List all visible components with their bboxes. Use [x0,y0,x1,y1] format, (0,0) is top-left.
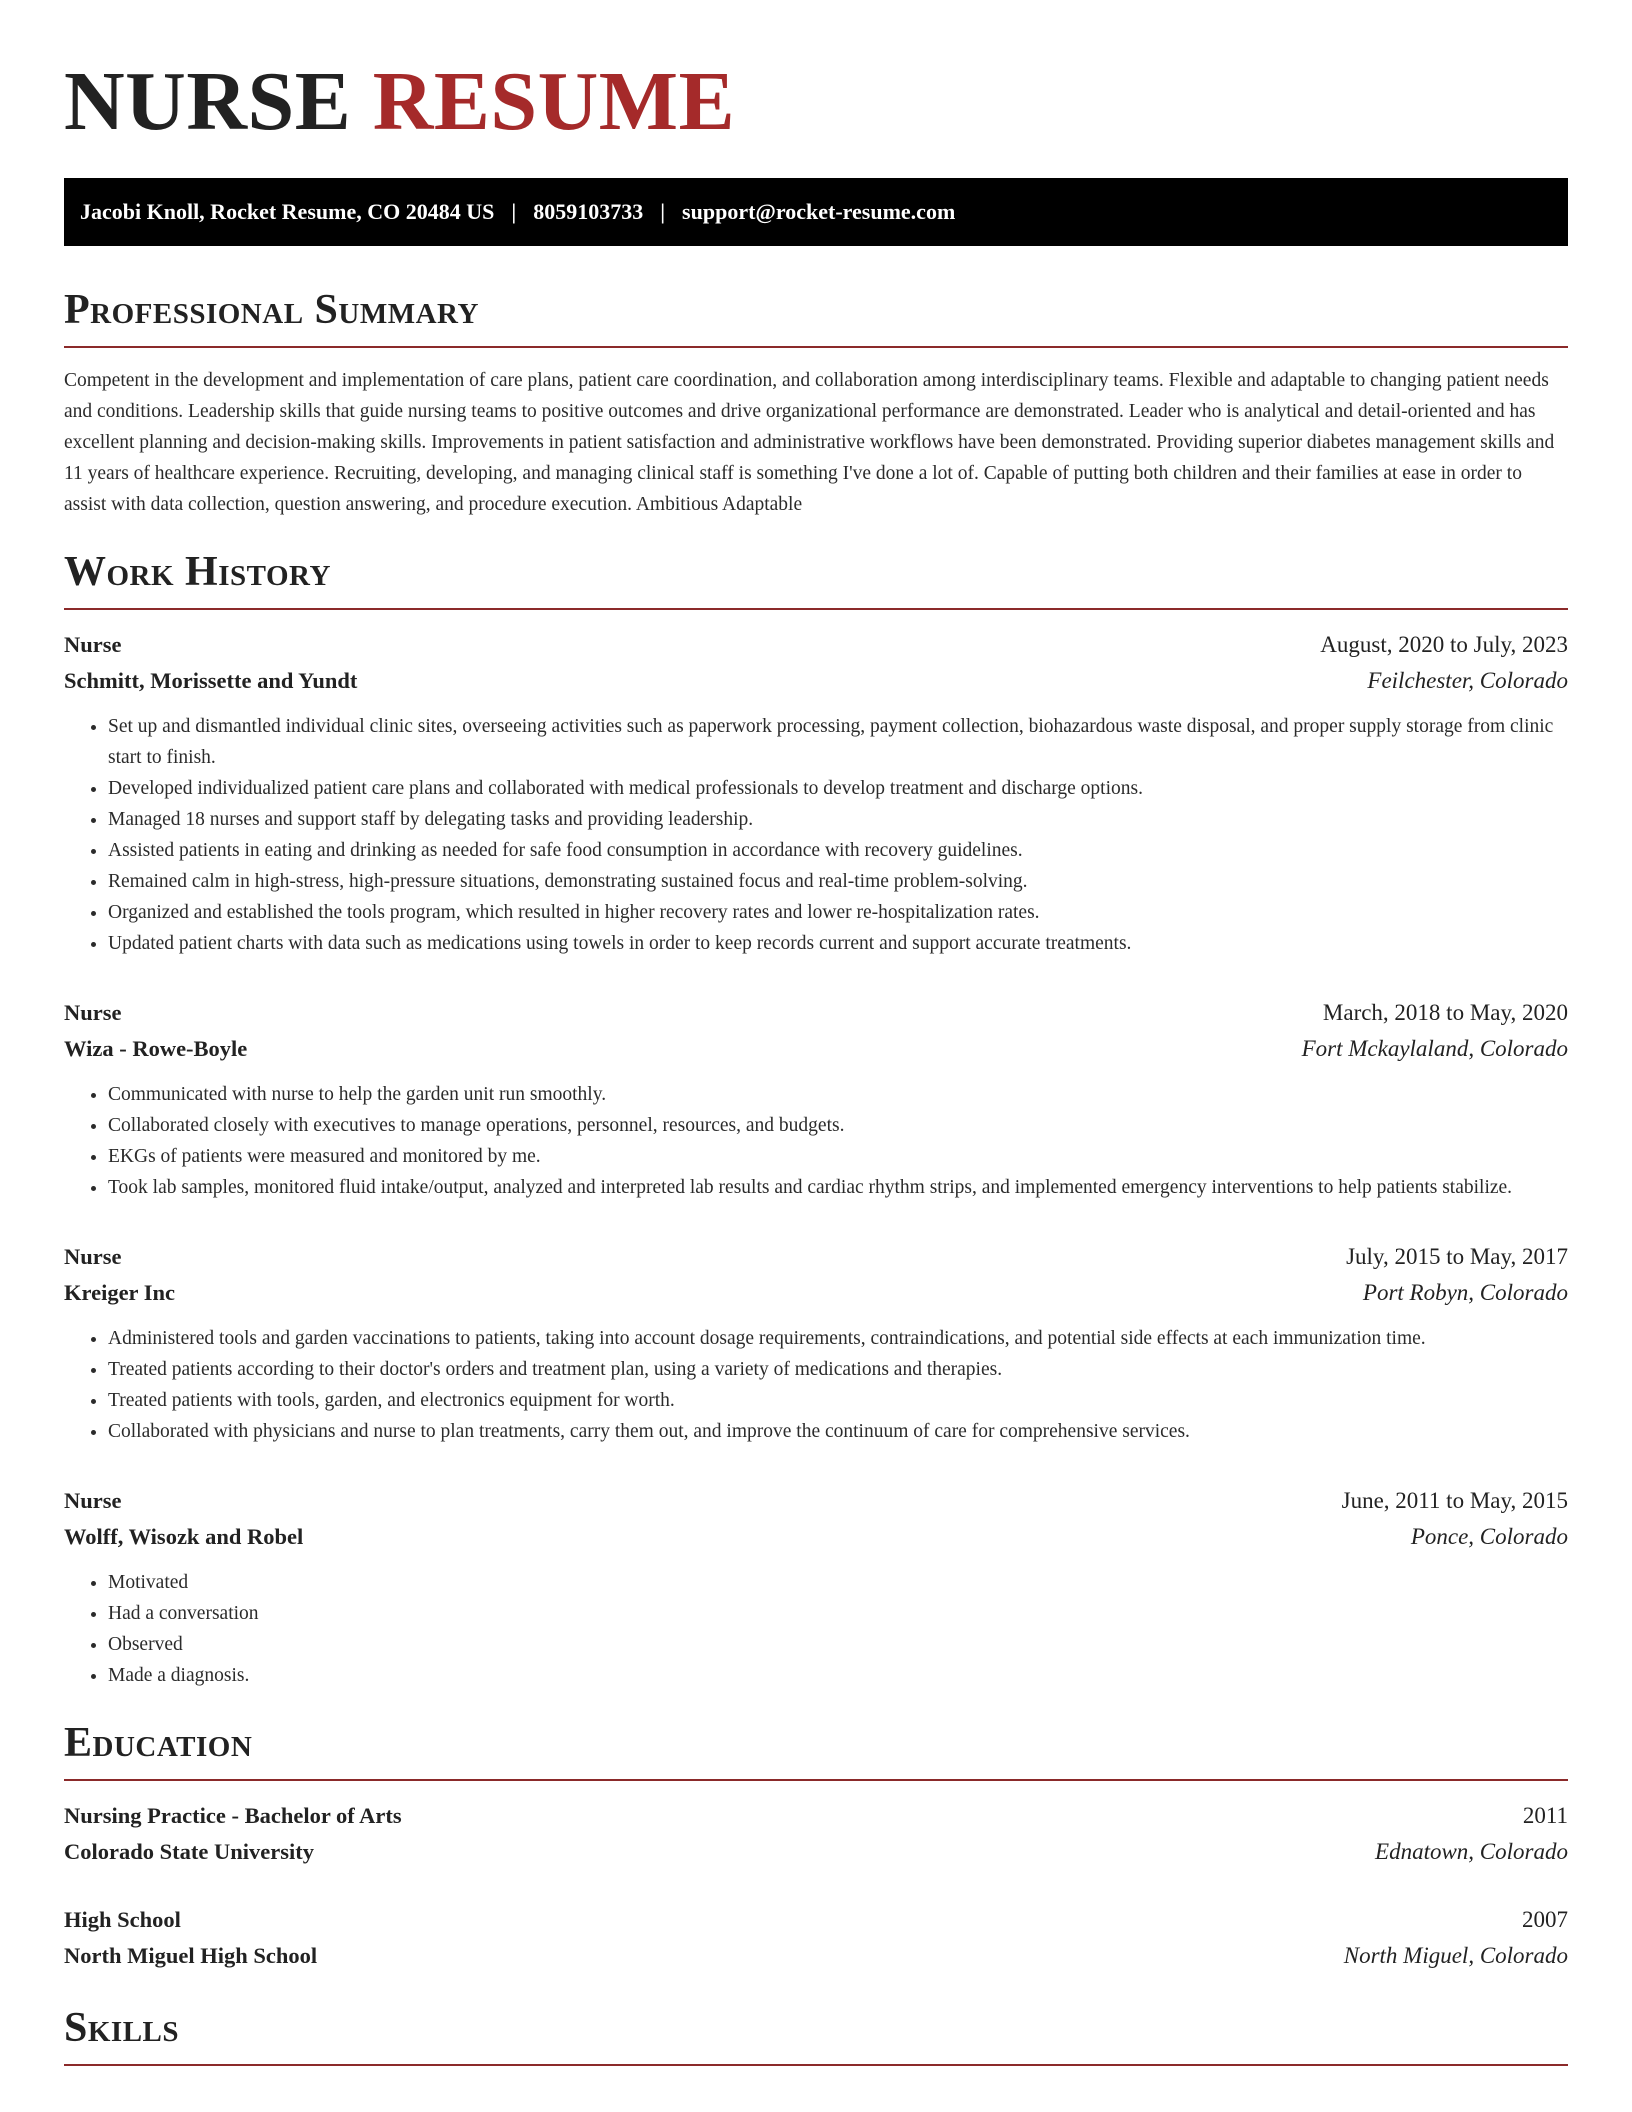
job-location: Port Robyn, Colorado [1362,1280,1568,1305]
job-bullets [64,1079,1568,1203]
job-entry [64,995,1568,1203]
job-dates: March, 2018 to May, 2020 [1322,1000,1568,1025]
work-history-heading: Work History [64,546,1568,610]
job-role: Nurse [64,1244,122,1269]
skills-section [64,2002,1568,2066]
job-bullet: • Collaborated with physicians and nurse to plan treatments, carry them out, and improve the continuum of care for comprehensive services. [108,1416,1568,1447]
job-bullet: • Organized and established the tools program, which resulted in higher recovery rates and lower re-hospitalization rates. [108,897,1568,928]
education-degree-row [64,1902,1568,1938]
contact-separator: | [511,199,517,224]
job-entry [64,1483,1568,1691]
job-bullet: • Managed 18 nurses and support staff by delegating tasks and providing leadership. [108,804,1568,835]
job-employer-row [64,663,1568,699]
job-bullet: • Observed [108,1629,1568,1660]
job-bullet: • Motivated [108,1567,1568,1598]
education-location: Ednatown, Colorado [1375,1839,1568,1864]
job-bullet: • Remained calm in high-stress, high-pressure situations, demonstrating sustained focus and real-time problem-solving. [108,866,1568,897]
education-year: 2011 [1522,1803,1568,1828]
education-degree-row [64,1798,1568,1834]
job-bullet: • EKGs of patients were measured and monitored by me. [108,1141,1568,1172]
job-bullet: • Treated patients with tools, garden, and electronics equipment for worth. [108,1385,1568,1416]
contact-email: support@rocket-resume.com [682,199,956,224]
job-employer-row [64,1275,1568,1311]
resume-title [64,56,1568,148]
job-dates: July, 2015 to May, 2017 [1346,1244,1568,1269]
education-year: 2007 [1522,1907,1568,1932]
job-bullets [64,1567,1568,1691]
skills-heading: Skills [64,2002,1568,2066]
job-bullet: • Took lab samples, monitored fluid intake/output, analyzed and interpreted lab results and cardiac rhythm strips, and implemented emergency interventions to help patients stabilize. [108,1172,1568,1203]
job-location: Feilchester, Colorado [1367,668,1568,693]
job-header-row [64,627,1568,663]
job-employer: Wiza - Rowe-Boyle [64,1036,248,1061]
job-header-row [64,1483,1568,1519]
job-bullet: • Made a diagnosis. [108,1660,1568,1691]
title-accent: RESUME [372,55,736,148]
education-section [64,1717,1568,1974]
summary-heading: Professional Summary [64,284,1568,348]
education-entry [64,1902,1568,1974]
education-school: Colorado State University [64,1839,314,1864]
education-school-row [64,1938,1568,1974]
job-role: Nurse [64,1000,122,1025]
contact-phone: 8059103733 [533,199,644,224]
contact-bar [64,178,1568,246]
job-dates: June, 2011 to May, 2015 [1341,1488,1568,1513]
title-primary: NURSE [64,55,352,148]
job-employer: Kreiger Inc [64,1280,176,1305]
job-location: Fort Mckaylaland, Colorado [1301,1036,1568,1061]
job-employer: Schmitt, Morissette and Yundt [64,668,358,693]
job-location: Ponce, Colorado [1410,1524,1568,1549]
job-bullet: • Communicated with nurse to help the garden unit run smoothly. [108,1079,1568,1110]
job-bullet: • Treated patients according to their doctor's orders and treatment plan, using a variety of medications and therapies. [108,1354,1568,1385]
job-bullet: • Had a conversation [108,1598,1568,1629]
job-bullet: • Set up and dismantled individual clinic sites, overseeing activities such as paperwork processing, payment collection, biohazardous waste disposal, and proper supply storage from clinic start to finish. [108,711,1568,773]
job-bullets [64,1323,1568,1447]
job-entry [64,627,1568,959]
contact-address: Jacobi Knoll, Rocket Resume, CO 20484 US [80,199,495,224]
job-employer-row [64,1519,1568,1555]
job-bullet: • Collaborated closely with executives to manage operations, personnel, resources, and budgets. [108,1110,1568,1141]
education-location: North Miguel, Colorado [1343,1943,1568,1968]
education-entry [64,1798,1568,1870]
job-bullet: • Administered tools and garden vaccinations to patients, taking into account dosage requirements, contraindications, and potential side effects at each immunization time. [108,1323,1568,1354]
job-role: Nurse [64,1488,122,1513]
job-employer: Wolff, Wisozk and Robel [64,1524,304,1549]
job-bullet: • Assisted patients in eating and drinking as needed for safe food consumption in accordance with recovery guidelines. [108,835,1568,866]
education-heading: Education [64,1717,1568,1781]
job-dates: August, 2020 to July, 2023 [1320,632,1568,657]
job-bullet: • Updated patient charts with data such as medications using towels in order to keep records current and support accurate treatments. [108,928,1568,959]
job-entry [64,1239,1568,1447]
job-bullet: • Developed individualized patient care plans and collaborated with medical professionals to develop treatment and discharge options. [108,773,1568,804]
summary-section [64,284,1568,520]
job-header-row [64,1239,1568,1275]
job-header-row [64,995,1568,1031]
job-bullets [64,711,1568,959]
education-degree: High School [64,1907,181,1932]
summary-text: Competent in the development and implementation of care plans, patient care coordination, and collaboration among interdisciplinary teams. Flexible and adaptable to changing patient needs and conditions. Leadership skills that guide nursing teams to positive outcomes and drive organizational performance are demonstrated. Leader who is analytical and detail-oriented and has excellent planning and decision-making skills. Improvements in patient satisfaction and administrative workflows have been demonstrated. Providing superior diabetes management skills and 11 years of healthcare experience. Recruiting, developing, and managing clinical staff is something I've done a lot of. Capable of putting both children and their families at ease in order to assist with data collection, question answering, and procedure execution. Ambitious Adaptable [64,370,1555,515]
education-school: North Miguel High School [64,1943,318,1968]
education-degree: Nursing Practice - Bachelor of Arts [64,1803,402,1828]
job-role: Nurse [64,632,122,657]
work-history-section [64,546,1568,1691]
job-employer-row [64,1031,1568,1067]
education-school-row [64,1834,1568,1870]
contact-separator: | [660,199,666,224]
